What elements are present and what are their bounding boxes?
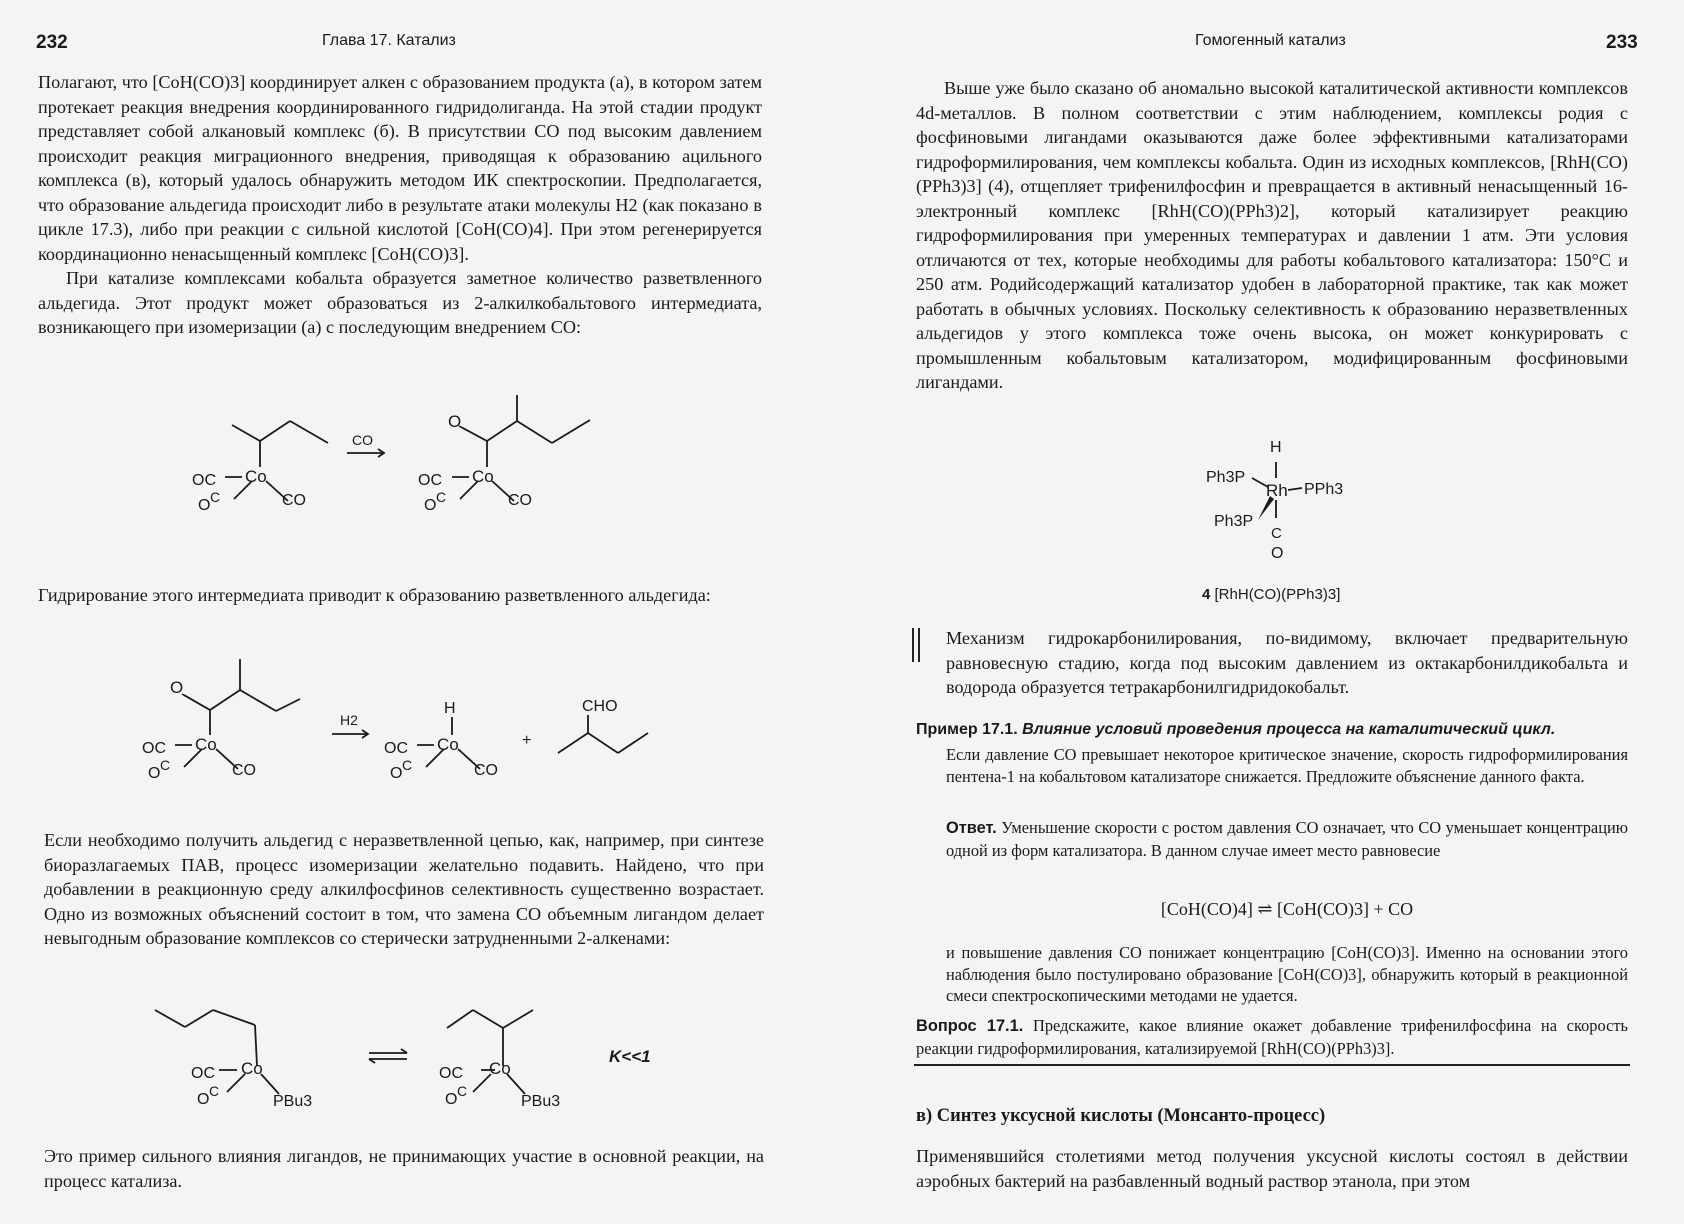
answer-text: Уменьшение скорости с ростом давления CO означает, что CO уменьшает концентрацию одной из форм катализатора. В данном случае имеет место равновесие (946, 818, 1628, 860)
co-atom: Co (195, 735, 217, 754)
c-atom: C (402, 757, 413, 773)
oc-ligand: OC (418, 472, 442, 489)
left-para-3: Гидрирование этого интермедиата приводит к образованию разветвленного альдегида: (38, 585, 711, 605)
co-atom: Co (245, 467, 267, 486)
ph3p-ligand: Ph3P (1214, 513, 1254, 530)
left-para-5: Это пример сильного влияния лигандов, не принимающих участие в основной реакции, на процесс катализа. (44, 1146, 764, 1191)
pbu3-ligand: PBu3 (273, 1093, 313, 1110)
o-atom: O (445, 1091, 458, 1108)
ph3p-ligand: Ph3P (1206, 469, 1246, 486)
page-number-left: 232 (36, 32, 68, 53)
running-head-right: Гомогенный катализ (1195, 32, 1346, 49)
c-atom: C (436, 489, 447, 505)
section-heading: в) Синтез уксусной кислоты (Монсанто-процесс) (916, 1106, 1326, 1126)
left-text-block-3 (44, 828, 764, 951)
oc-ligand: OC (384, 740, 408, 757)
structure-caption (1202, 586, 1340, 603)
answer-text-2: и повышение давления CO понижает концентрацию [CoH(CO)3]. Именно на основании этого наблюдения было постулировано образование [CoH(CO)3], обнаружить который в реакционной смеси спектроскопическими методами не удается. (946, 943, 1628, 1005)
equilibrium-equation: [CoH(CO)4] ⇌ [CoH(CO)3] + CO (1160, 899, 1414, 919)
answer-block (946, 817, 1628, 861)
right-para-last: Применявшийся столетиями метод получения уксусной кислоты состоял в действии аэробных бактерий на разбавленный водный раствор этанола, при этом (916, 1146, 1628, 1191)
h-atom: H (1270, 439, 1282, 456)
left-text-block-4 (44, 1144, 764, 1193)
right-page (842, 0, 1684, 1224)
left-para-1: Полагают, что [CoH(CO)3] координирует алкен с образованием продукта (а), в котором затем протекает реакция внедрения координированного гидридолиганда. На этой стадии продукт представляет собой алкановый комплекс (б). В присутствии CO под высоким давлением происходит реакция миграционного внедрения, приводящая к образованию ацильного комплекса (в), который удалось обнаружить методом ИК спектроскопии. Предполагается, что образование альдегида происходит либо в результате атаки молекулы H2 (как показано в цикле 17.3), либо при реакции с сильной кислотой [CoH(CO)4]. При этом регенерируется координационно ненасыщенный комплекс [CoH(CO)3]. (38, 72, 762, 264)
running-head-left: Глава 17. Катализ (322, 32, 456, 49)
oc-ligand: OC (192, 472, 216, 489)
h-atom: H (444, 700, 456, 717)
scheme-phosphine (155, 1000, 675, 1120)
co-ligand: CO (232, 762, 256, 779)
co-atom: Co (472, 467, 494, 486)
co-ligand: CO (474, 762, 498, 779)
structure-number: 4 (1202, 586, 1211, 603)
example-heading (916, 721, 1636, 739)
example-title: Влияние условий проведения процесса на каталитический цикл. (1022, 721, 1556, 738)
question-label: Вопрос 17.1. (916, 1017, 1024, 1035)
o-atom: O (170, 678, 184, 697)
pbu3-ligand: PBu3 (521, 1093, 561, 1110)
co-ligand: CO (508, 492, 532, 509)
left-text-block-1 (38, 70, 762, 340)
example-label: Пример 17.1. (916, 721, 1018, 738)
answer-label: Ответ. (946, 819, 997, 837)
co-atom: Co (241, 1059, 263, 1078)
question-text: Предскажите, какое влияние окажет добавление трифенилфосфина на скорость реакции гидроформилирования, катализируемой [RhH(CO)(PPh3)3]. (916, 1016, 1628, 1058)
cho-group: CHO (582, 698, 618, 715)
page-number-right: 233 (1606, 32, 1638, 53)
question-block (916, 1015, 1628, 1059)
right-note: Механизм гидрокарбонилирования, по-видимому, включает предварительную равновесную стадию, когда под высоким давлением из октакарбонилдикобальта и водорода образуется тетракарбонилгидридокобальт. (946, 628, 1628, 697)
scheme-branching (190, 405, 610, 565)
o-atom: O (197, 1091, 210, 1108)
co-atom: Co (489, 1059, 511, 1078)
c-atom: C (209, 1083, 220, 1099)
arrow-label-h2: H2 (340, 712, 358, 728)
o-atom: O (424, 497, 437, 514)
left-para-2: При катализе комплексами кобальта образуется заметное количество разветвленного альдегида. Этот продукт может образоваться из 2-алкилкобальтового интермедиата, возникающего при изомеризации (а) с последующим внедрением CO: (38, 268, 762, 337)
example-end-rule (914, 1064, 1630, 1066)
o-atom: O (390, 765, 403, 782)
co-atom: Co (437, 735, 459, 754)
margin-bar (912, 628, 914, 662)
scheme-hydrogenation (142, 655, 670, 800)
c-atom: C (210, 489, 221, 505)
equilibrium-constant: K<<1 (609, 1047, 651, 1066)
rh-complex-structure (1202, 440, 1402, 580)
structure-formula: [RhH(CO)(PPh3)3] (1214, 586, 1341, 603)
example-text: Если давление CO превышает некоторое критическое значение, скорость гидроформилирования пентена-1 на кобальтовом катализаторе снижается. Предложите объяснение данного факта. (946, 745, 1628, 786)
o-atom: O (198, 497, 211, 514)
oc-ligand: OC (439, 1065, 463, 1082)
oc-ligand: OC (142, 740, 166, 757)
pph3-ligand: PPh3 (1304, 481, 1344, 498)
o-atom: O (148, 765, 161, 782)
co-ligand: CO (282, 492, 306, 509)
oc-ligand: OC (191, 1065, 215, 1082)
right-para-1: Выше уже было сказано об аномально высокой каталитической активности комплексов 4d-металлов. В полном соответствии с этим наблюдением, комплексы родия с фосфиновыми лигандами оказываются даже более эффективными катализаторами гидроформилирования, чем комплексы кобальта. Один из исходных комплексов, [RhH(CO)(PPh3)3] (4), отщепляет трифенилфосфин и превращается в активный ненасыщенный 16-электронный комплекс [RhH(CO)(PPh3)2], который катализирует реакцию гидроформилирования при умеренных температурах и давлении 1 атм. Эти условия отличаются от тех, которые необходимы для работы кобальтового катализатора: 150°C и 250 атм. Родийсодержащий катализатор удобен в лабораторной практике, так как может работать в обычных условиях. Поскольку селективность к образованию неразветвленных альдегидов у этого комплекса тоже очень высока, он может конкурировать с промышленным кобальтовым катализатором, модифицированным фосфиновыми лигандами. (916, 78, 1628, 392)
c-atom: C (457, 1083, 468, 1099)
left-para-4: Если необходимо получить альдегид с неразветвленной цепью, как, например, при синтезе биоразлагаемых ПАВ, процесс изомеризации желательно подавить. Найдено, что при добавлении в реакционную среду алкилфосфинов селективность существенно возрастает. Одно из возможных объяснений состоит в том, что замена CO объемным лигандом делает невыгодным образование комплексов со стерически затрудненными 2-алкенами: (44, 830, 764, 948)
o-atom: O (1271, 545, 1284, 562)
c-atom: C (160, 757, 171, 773)
plus-sign: + (522, 732, 532, 749)
arrow-label-co: CO (352, 432, 373, 448)
c-atom: C (1271, 525, 1282, 542)
rh-atom: Rh (1266, 481, 1288, 500)
margin-bar (918, 628, 920, 662)
o-atom: O (448, 412, 462, 431)
left-text-block-2 (38, 583, 762, 608)
